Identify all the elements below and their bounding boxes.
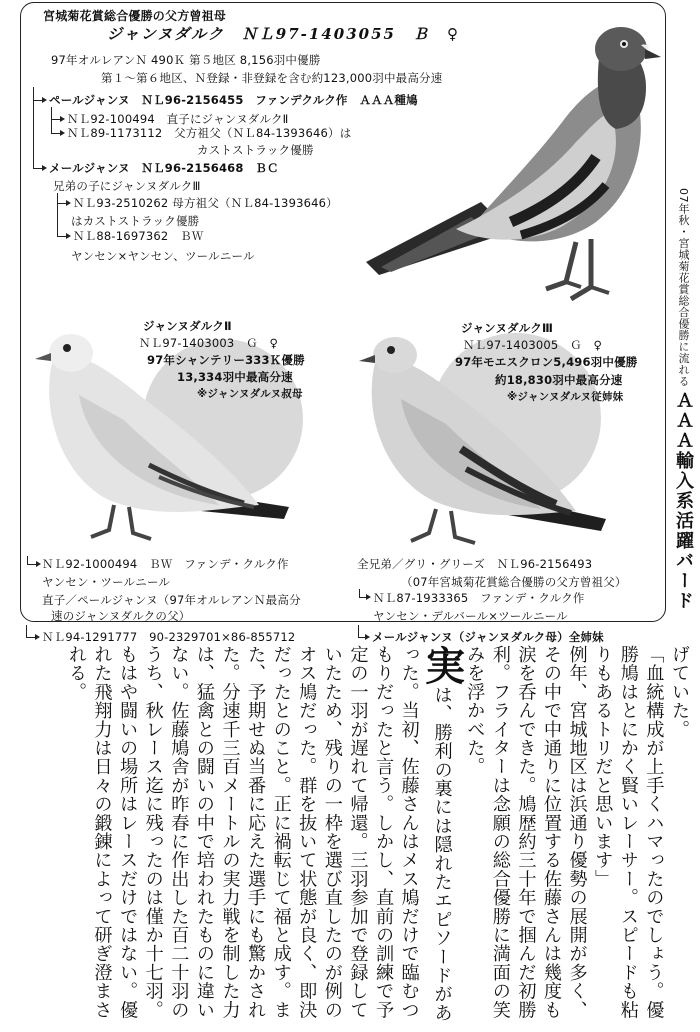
article-body [12, 645, 692, 1025]
dam-sub-2a: ＮＬ88-1697362 ＢＷ [73, 229, 204, 243]
side-caption-title: ＡＡＡ輸入系活躍バード [673, 391, 694, 611]
article-paragraph: は、勝利の裏には隠れたエピソードがあった。当初、佐藤さんはメス鳩だけで臨むつもりだったと言う。しかし、直前の訓練で予定の一羽が遅れて帰還。三羽参加で登録していたため、残りの一枠を選び直したのが例のオス鳩だった。群を抜いて状態が良く、即決だったとのこと。正に禍転じて福と成す。また、予期せぬ当番に応えた選手にも驚かされた。分速千三百メートルの実力戦を制した力は、猛禽との闘いの中で培われたものに違いない。佐藤鳩舎が昨春に作出した百二十羽のうち、秋レース迄に残ったのは僅か十七羽。もはや闘いの場所はレースだけではない。優れた飛翔力は日々の鍛錬によって研ぎ澄まされる。 [65, 645, 453, 1023]
main-record-2: 第１～第６地区、Ｎ登録・非登録を含む約123,000羽中最高分速 [101, 71, 443, 85]
dam-line: メールジャンヌ ＮＬ96-2156468 ＢＣ [49, 161, 279, 175]
main-record-1: 97年オルレアンＮ 490Ｋ 第５地区 8,156羽中優勝 [51, 53, 321, 67]
bird3-ped-line-1: 全兄弟／グリ・グリーズ ＮＬ96-2156493 [357, 557, 593, 571]
bird2-note: ※ジャンヌダルヌ叔母 [197, 388, 303, 400]
pedigree-connector [33, 100, 44, 169]
pedigree-arrow [36, 561, 41, 567]
pedigree-panel [20, 2, 666, 622]
header-bird-name: ジャンヌダルク ＮＬ97-1403055 Ｂ ♀ [107, 25, 460, 43]
bird3-ped-line-3: ＮＬ87-1933365 ファンデ・クルク作 [373, 591, 585, 605]
bird2-ped-line-4: 速のジャンヌダルクの父） [51, 609, 191, 623]
pedigree-arrow [60, 130, 65, 136]
article-dropcap: 実 [418, 645, 465, 686]
pedigree-connector [57, 203, 68, 237]
dam-sub-1b: はカストストラック優勝 [71, 214, 200, 228]
bird2-id: ＮＬ97-1403003 Ｇ ♀ [139, 336, 279, 350]
dam-note: 兄弟の子にジャンヌダルクⅢ [53, 179, 201, 193]
sire-sub-1: ＮＬ92-100494 直子にジャンヌダルクⅡ [67, 112, 289, 126]
bird3-id: ＮＬ97-1403005 Ｇ ♀ [463, 338, 603, 352]
bird2-race: 97年シャンテリー333Ｋ優勝 [147, 353, 305, 367]
pigeon-photo-main [361, 17, 661, 312]
bird2-ped-line-1: ＮＬ92-1000494 ＢＷ ファンデ・クルク作 [42, 557, 289, 571]
bird2-ped-line-2: ヤンセン・ツールニール [42, 575, 171, 589]
pigeon-photo-jeanne-d-arc-3 [351, 319, 611, 549]
bird3-speed: 約18,830羽中最高分速 [495, 373, 623, 387]
bird2-speed: 13,334羽中最高分速 [177, 370, 293, 384]
bird3-ped-line-4: ヤンセン・デルバール×ツールニール [373, 609, 568, 623]
bird2-ped-line-5: ＮＬ94-1291777 90-2329701×86-855712 [42, 630, 296, 644]
bird3-title: ジャンヌダルクⅢ [461, 321, 554, 335]
bird2-title: ジャンヌダルクⅡ [143, 319, 232, 333]
bird3-note: ※ジャンヌダルヌ従姉妹 [507, 391, 624, 403]
sire-sub-2b: カストストラック優勝 [197, 143, 314, 157]
sire-sub-2a: ＮＬ89-1173112 父方祖父（ＮＬ84-1393646）は [67, 126, 352, 140]
pedigree-arrow [365, 634, 370, 640]
dam-sub-1a: ＮＬ93-2510262 母方祖父（ＮＬ84-1393646） [73, 196, 338, 210]
side-caption-small: 07年秋・宮城菊花賞総合優勝に流れる [677, 188, 690, 387]
pedigree-arrow [66, 233, 71, 239]
pedigree-arrow [42, 165, 47, 171]
bird3-race: 97年モエスクロン5,496羽中優勝 [455, 355, 638, 369]
dam-sub-2b: ヤンセン×ヤンセン、ツールニール [71, 249, 255, 263]
article-paragraph: げていた。 [669, 645, 690, 739]
sire-line: ペールジャンヌ ＮＬ96-2156455 ファンデクルク作 ＡＡＡ種鳩 [49, 93, 418, 107]
header-subtitle: 宮城菊花賞総合優勝の父方曾祖母 [43, 9, 227, 23]
bird3-ped-line-2: （07年宮城菊花賞総合優勝の父方曾祖父） [401, 575, 627, 589]
article-paragraph: 例年、宮城地区は浜通り優勢の展開が多く、その中で中通りに位置する佐藤さんは幾度も涙を呑んできた。鳩歴約三十年で掴んだ初勝利。フライターは念願の総合優勝に満面の笑みを浮かべた。 [464, 645, 588, 1019]
pedigree-arrow [35, 634, 40, 640]
pedigree-arrow [366, 594, 371, 600]
article-paragraph: 「血統構成が上手くハマったのでしょう。優勝鳩はとにかく賢いレーサー。スピードも粘りもあるトリだと思います」 [592, 645, 665, 1019]
bird3-ped-line-5: メールジャンヌ（ジャンヌダルク母）全姉妹 [372, 630, 604, 644]
bird2-ped-line-3: 直子／ペールジャンヌ（97年オルレアンＮ最高分 [42, 593, 301, 607]
